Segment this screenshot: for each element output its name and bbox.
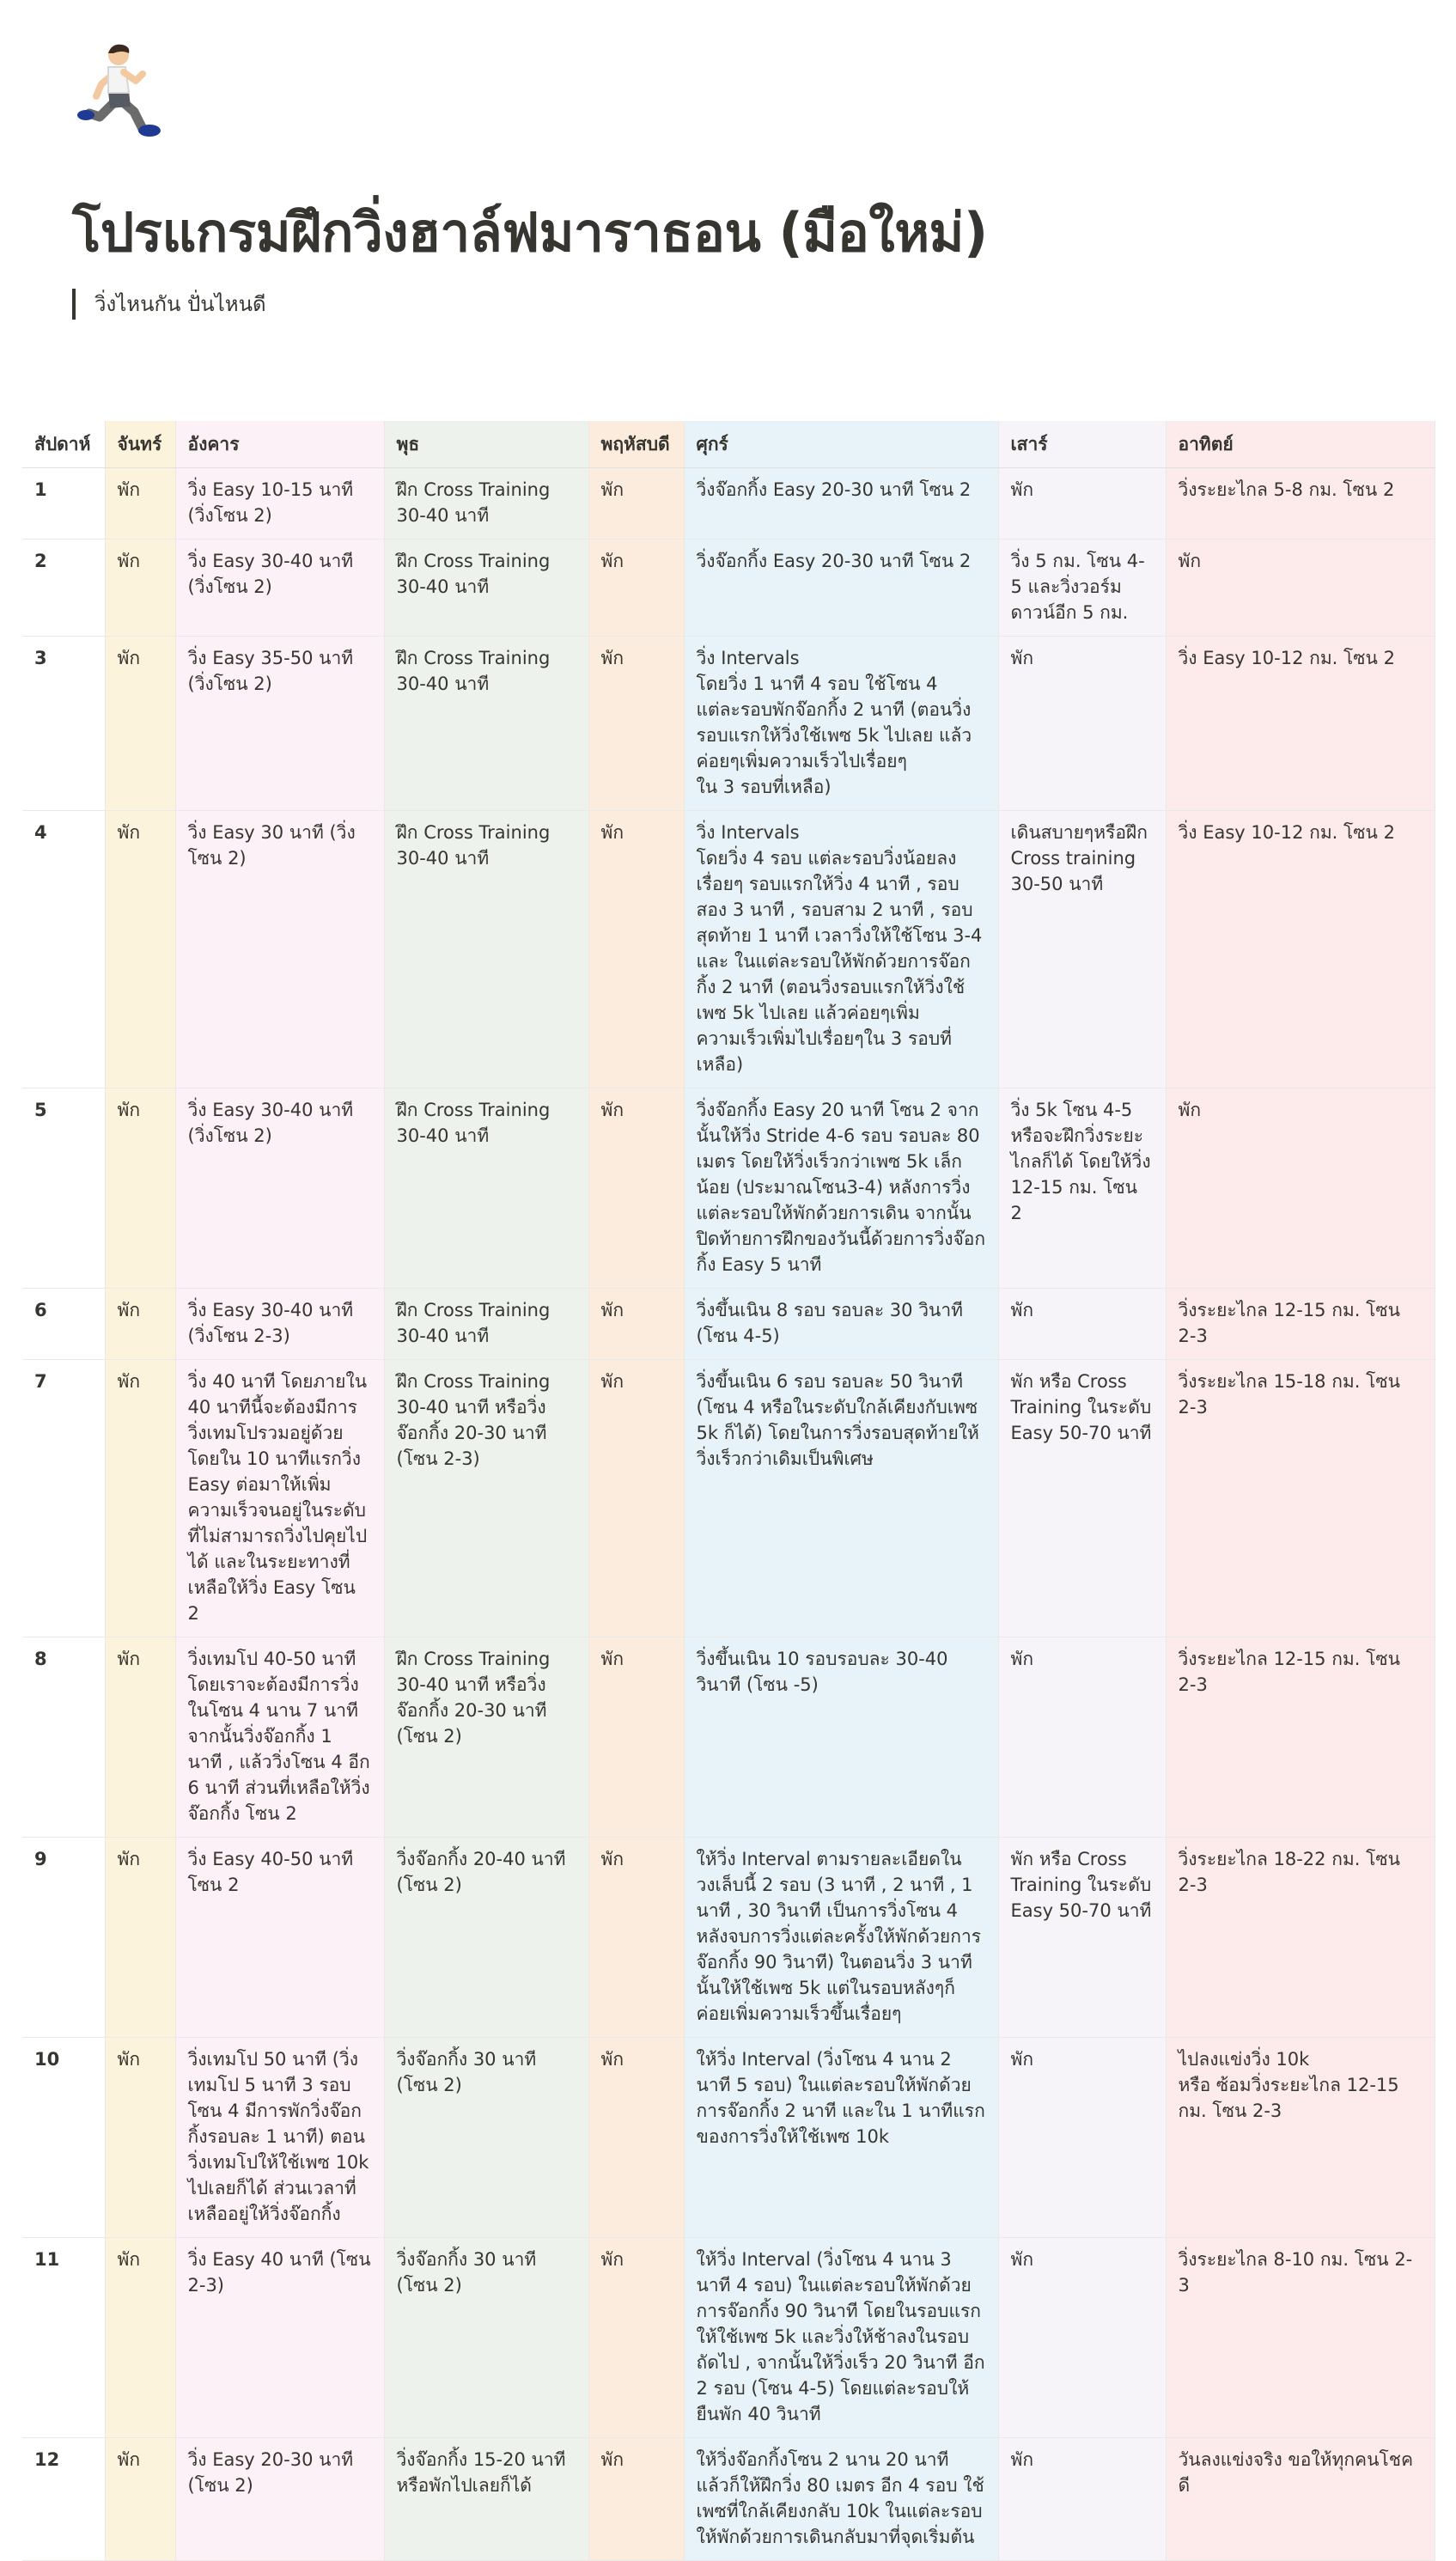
cell-monday[interactable]: พัก bbox=[105, 2238, 175, 2438]
cell-wednesday[interactable]: วิ่งจ๊อกกิ้ง 30 นาที (โซน 2) bbox=[384, 2038, 588, 2238]
cell-thursday[interactable]: พัก bbox=[588, 1838, 684, 2038]
cell-thursday[interactable]: พัก bbox=[588, 2038, 684, 2238]
cell-saturday[interactable]: พัก หรือ Cross Training ในระดับ Easy 50-70 นาที bbox=[998, 1838, 1166, 2038]
cell-wednesday[interactable]: ฝึก Cross Training 30-40 นาที bbox=[384, 1088, 588, 1289]
cell-wednesday[interactable]: ฝึก Cross Training 30-40 นาที bbox=[384, 637, 588, 811]
cell-sunday[interactable]: วันลงแข่งจริง ขอให้ทุกคนโชคดี bbox=[1166, 2438, 1435, 2561]
cell-monday[interactable]: พัก bbox=[105, 468, 175, 540]
cell-friday[interactable]: ให้วิ่ง Interval (วิ่งโซน 4 นาน 2 นาที 5 รอบ) ในแต่ละรอบให้พักด้วยการจ๊อกกิ้ง 2 นาที และใน 1 นาทีแรกของการวิ่งให้ใช้เพซ 10k bbox=[684, 2038, 998, 2238]
cell-week[interactable]: 12 bbox=[22, 2438, 105, 2561]
table-body bbox=[22, 468, 1435, 2561]
cell-monday[interactable]: พัก bbox=[105, 1838, 175, 2038]
cell-tuesday[interactable]: วิ่ง Easy 40 นาที (โซน 2-3) bbox=[175, 2238, 384, 2438]
table-row bbox=[22, 2238, 1435, 2438]
cell-saturday[interactable]: วิ่ง 5k โซน 4-5 หรือจะฝึกวิ่งระยะไกลก็ได้ โดยให้วิ่ง 12-15 กม. โซน 2 bbox=[998, 1088, 1166, 1289]
cell-monday[interactable]: พัก bbox=[105, 1637, 175, 1838]
cell-wednesday[interactable]: ฝึก Cross Training 30-40 นาที bbox=[384, 540, 588, 637]
cell-sunday[interactable]: พัก bbox=[1166, 540, 1435, 637]
cell-sunday[interactable]: ไปลงแข่งวิ่ง 10k หรือ ซ้อมวิ่งระยะไกล 12-15 กม. โซน 2-3 bbox=[1166, 2038, 1435, 2238]
cell-saturday[interactable]: พัก bbox=[998, 1289, 1166, 1360]
table-row bbox=[22, 1289, 1435, 1360]
cell-monday[interactable]: พัก bbox=[105, 540, 175, 637]
cell-thursday[interactable]: พัก bbox=[588, 1289, 684, 1360]
cell-thursday[interactable]: พัก bbox=[588, 2438, 684, 2561]
cell-tuesday[interactable]: วิ่ง 40 นาที โดยภายใน 40 นาทีนี้จะต้องมีการวิ่งเทมโปรวมอยู่ด้วย โดยใน 10 นาทีแรกวิ่ง Easy ต่อมาให้เพิ่มความเร็วจนอยู่ในระดับที่ไม่สามารถวิ่งไปคุยไปได้ และในระยะทางที่เหลือให้วิ่ง Easy โซน 2 bbox=[175, 1360, 384, 1637]
cell-thursday[interactable]: พัก bbox=[588, 540, 684, 637]
cell-week[interactable]: 3 bbox=[22, 637, 105, 811]
cell-wednesday[interactable]: วิ่งจ๊อกกิ้ง 20-40 นาที (โซน 2) bbox=[384, 1838, 588, 2038]
cell-sunday[interactable]: วิ่งระยะไกล 12-15 กม. โซน 2-3 bbox=[1166, 1637, 1435, 1838]
cell-week[interactable]: 6 bbox=[22, 1289, 105, 1360]
table-row bbox=[22, 2438, 1435, 2561]
cell-monday[interactable]: พัก bbox=[105, 811, 175, 1088]
cell-thursday[interactable]: พัก bbox=[588, 811, 684, 1088]
cell-tuesday[interactable]: วิ่ง Easy 20-30 นาที (โซน 2) bbox=[175, 2438, 384, 2561]
cell-tuesday[interactable]: วิ่ง Easy 10-15 นาที (วิ่งโซน 2) bbox=[175, 468, 384, 540]
cell-friday[interactable]: ให้วิ่งจ๊อกกิ้งโซน 2 นาน 20 นาที แล้วก็ให้ฝึกวิ่ง 80 เมตร อีก 4 รอบ ใช้เพซที่ใกล้เคียงกลับ 10k ในแต่ละรอบให้พักด้วยการเดินกลับมาที่จุดเริ่มต้น bbox=[684, 2438, 998, 2561]
cell-sunday[interactable]: วิ่ง Easy 10-12 กม. โซน 2 bbox=[1166, 811, 1435, 1088]
cell-wednesday[interactable]: ฝึก Cross Training 30-40 นาที bbox=[384, 811, 588, 1088]
cell-tuesday[interactable]: วิ่ง Easy 40-50 นาที โซน 2 bbox=[175, 1838, 384, 2038]
page-title: โปรแกรมฝึกวิ่งฮาล์ฟมาราธอน (มือใหม่) bbox=[72, 201, 988, 264]
cell-thursday[interactable]: พัก bbox=[588, 1637, 684, 1838]
cell-sunday[interactable]: วิ่งระยะไกล 8-10 กม. โซน 2-3 bbox=[1166, 2238, 1435, 2438]
cell-friday[interactable]: วิ่ง Intervals โดยวิ่ง 1 นาที 4 รอบ ใช้โซน 4 แต่ละรอบพักจ๊อกกิ้ง 2 นาที (ตอนวิ่งรอบแรกให้วิ่งใช้เพซ 5k ไปเลย แล้วค่อยๆเพิ่มความเร็วไปเรื่อยๆ ใน 3 รอบที่เหลือ) bbox=[684, 637, 998, 811]
cell-sunday[interactable]: วิ่ง Easy 10-12 กม. โซน 2 bbox=[1166, 637, 1435, 811]
cell-week[interactable]: 8 bbox=[22, 1637, 105, 1838]
cell-thursday[interactable]: พัก bbox=[588, 468, 684, 540]
cell-friday[interactable]: ให้วิ่ง Interval (วิ่งโซน 4 นาน 3 นาที 4 รอบ) ในแต่ละรอบให้พักด้วยการจ๊อกกิ้ง 90 วินาที โดยในรอบแรกให้ใช้เพซ 5k และวิ่งให้ช้าลงในรอบถัดไป , จากนั้นให้วิ่งเร็ว 20 วินาที อีก 2 รอบ (โซน 4-5) โดยแต่ละรอบให้ยืนพัก 40 วินาที bbox=[684, 2238, 998, 2438]
table-row bbox=[22, 1088, 1435, 1289]
cell-tuesday[interactable]: วิ่ง Easy 30 นาที (วิ่งโซน 2) bbox=[175, 811, 384, 1088]
cell-monday[interactable]: พัก bbox=[105, 2038, 175, 2238]
table-row bbox=[22, 637, 1435, 811]
header-thursday[interactable]: พฤหัสบดี bbox=[588, 421, 684, 468]
cell-thursday[interactable]: พัก bbox=[588, 1360, 684, 1637]
cell-tuesday[interactable]: วิ่ง Easy 35-50 นาที (วิ่งโซน 2) bbox=[175, 637, 384, 811]
table-row bbox=[22, 540, 1435, 637]
cell-week[interactable]: 4 bbox=[22, 811, 105, 1088]
cell-saturday[interactable]: พัก หรือ Cross Training ในระดับ Easy 50-70 นาที bbox=[998, 1360, 1166, 1637]
cell-wednesday[interactable]: วิ่งจ๊อกกิ้ง 30 นาที (โซน 2) bbox=[384, 2238, 588, 2438]
table-header-row bbox=[22, 421, 1435, 468]
cell-friday[interactable]: วิ่งขึ้นเนิน 8 รอบ รอบละ 30 วินาที (โซน 4-5) bbox=[684, 1289, 998, 1360]
runner-emoji-icon[interactable] bbox=[70, 41, 174, 143]
cell-tuesday[interactable]: วิ่งเทมโป 50 นาที (วิ่งเทมโป 5 นาที 3 รอบ โซน 4 มีการพักวิ่งจ๊อกกิ้งรอบละ 1 นาที) ตอนวิ่งเทมโปให้ใช้เพซ 10k ไปเลยก็ได้ ส่วนเวลาที่เหลืออยู่ให้วิ่งจ๊อกกิ้ง bbox=[175, 2038, 384, 2238]
cell-sunday[interactable]: พัก bbox=[1166, 1088, 1435, 1289]
cell-friday[interactable]: วิ่งขึ้นเนิน 10 รอบรอบละ 30-40 วินาที (โซน -5) bbox=[684, 1637, 998, 1838]
header-week[interactable]: สัปดาห์ bbox=[22, 421, 105, 468]
table-row bbox=[22, 2038, 1435, 2238]
cell-wednesday[interactable]: ฝึก Cross Training 30-40 นาที หรือวิ่งจ๊อกกิ้ง 20-30 นาที (โซน 2-3) bbox=[384, 1360, 588, 1637]
cell-thursday[interactable]: พัก bbox=[588, 2238, 684, 2438]
cell-saturday[interactable]: พัก bbox=[998, 1637, 1166, 1838]
cell-friday[interactable]: วิ่งจ๊อกกิ้ง Easy 20-30 นาที โซน 2 bbox=[684, 540, 998, 637]
cell-thursday[interactable]: พัก bbox=[588, 637, 684, 811]
cell-saturday[interactable]: พัก bbox=[998, 2438, 1166, 2561]
cell-saturday[interactable]: พัก bbox=[998, 637, 1166, 811]
cell-saturday[interactable]: เดินสบายๆหรือฝึก Cross training 30-50 นาที bbox=[998, 811, 1166, 1088]
table-row bbox=[22, 468, 1435, 540]
cell-tuesday[interactable]: วิ่ง Easy 30-40 นาที (วิ่งโซน 2) bbox=[175, 540, 384, 637]
cell-thursday[interactable]: พัก bbox=[588, 1088, 684, 1289]
cell-saturday[interactable]: วิ่ง 5 กม. โซน 4-5 และวิ่งวอร์มดาวน์อีก 5 กม. bbox=[998, 540, 1166, 637]
cell-saturday[interactable]: พัก bbox=[998, 2238, 1166, 2438]
cell-wednesday[interactable]: ฝึก Cross Training 30-40 นาที bbox=[384, 468, 588, 540]
page-quote: วิ่งไหนกัน ปั่นไหนดี bbox=[72, 289, 266, 320]
cell-week[interactable]: 5 bbox=[22, 1088, 105, 1289]
header-friday[interactable]: ศุกร์ bbox=[684, 421, 998, 468]
cell-week[interactable]: 2 bbox=[22, 540, 105, 637]
training-table bbox=[22, 421, 1435, 2561]
cell-week[interactable]: 1 bbox=[22, 468, 105, 540]
cell-week[interactable]: 10 bbox=[22, 2038, 105, 2238]
cell-friday[interactable]: ให้วิ่ง Interval ตามรายละเอียดในวงเล็บนี้ 2 รอบ (3 นาที , 2 นาที , 1 นาที , 30 วินาที เป็นการวิ่งโซน 4 หลังจบการวิ่งแต่ละครั้งให้พักด้วยการจ๊อกกิ้ง 90 วินาที) ในตอนวิ่ง 3 นาทีนั้นให้ใช้เพซ 5k แต่ในรอบหลังๆก็ค่อยเพิ่มความเร็วขึ้นเรื่อยๆ bbox=[684, 1838, 998, 2038]
cell-sunday[interactable]: วิ่งระยะไกล 5-8 กม. โซน 2 bbox=[1166, 468, 1435, 540]
cell-tuesday[interactable]: วิ่งเทมโป 40-50 นาที โดยเราจะต้องมีการวิ่งในโซน 4 นาน 7 นาที จากนั้นวิ่งจ๊อกกิ้ง 1 นาที , แล้ววิ่งโซน 4 อีก 6 นาที ส่วนที่เหลือให้วิ่งจ๊อกกิ้ง โซน 2 bbox=[175, 1637, 384, 1838]
cell-friday[interactable]: วิ่งจ๊อกกิ้ง Easy 20 นาที โซน 2 จากนั้นให้วิ่ง Stride 4-6 รอบ รอบละ 80 เมตร โดยให้วิ่งเร็วกว่าเพซ 5k เล็กน้อย (ประมาณโซน3-4) หลังการวิ่งแต่ละรอบให้พักด้วยการเดิน จากนั้นปิดท้ายการฝึกของวันนี้ด้วยการวิ่งจ๊อกกิ้ง Easy 5 นาที bbox=[684, 1088, 998, 1289]
header-tuesday[interactable]: อังคาร bbox=[175, 421, 384, 468]
cell-monday[interactable]: พัก bbox=[105, 1088, 175, 1289]
training-table-wrapper bbox=[22, 421, 1435, 2561]
table-row bbox=[22, 1360, 1435, 1637]
cell-sunday[interactable]: วิ่งระยะไกล 15-18 กม. โซน 2-3 bbox=[1166, 1360, 1435, 1637]
cell-friday[interactable]: วิ่ง Intervals โดยวิ่ง 4 รอบ แต่ละรอบวิ่งน้อยลงเรื่อยๆ รอบแรกให้วิ่ง 4 นาที , รอบสอง 3 นาที , รอบสาม 2 นาที , รอบสุดท้าย 1 นาที เวลาวิ่งให้ใช้โซน 3-4 และ ในแต่ละรอบให้พักด้วยการจ๊อกกิ้ง 2 นาที (ตอนวิ่งรอบแรกให้วิ่งใช้เพซ 5k ไปเลย แล้วค่อยๆเพิ่มความเร็วเพิ่มไปเรื่อยๆใน 3 รอบที่เหลือ) bbox=[684, 811, 998, 1088]
header-saturday[interactable]: เสาร์ bbox=[998, 421, 1166, 468]
cell-tuesday[interactable]: วิ่ง Easy 30-40 นาที (วิ่งโซน 2) bbox=[175, 1088, 384, 1289]
cell-monday[interactable]: พัก bbox=[105, 1360, 175, 1637]
cell-friday[interactable]: วิ่งขึ้นเนิน 6 รอบ รอบละ 50 วินาที (โซน 4 หรือในระดับใกล้เคียงกับเพซ 5k ก็ได้) โดยในการวิ่งรอบสุดท้ายให้วิ่งเร็วกว่าเดิมเป็นพิเศษ bbox=[684, 1360, 998, 1637]
cell-wednesday[interactable]: ฝึก Cross Training 30-40 นาที bbox=[384, 1289, 588, 1360]
cell-monday[interactable]: พัก bbox=[105, 637, 175, 811]
cell-week[interactable]: 11 bbox=[22, 2238, 105, 2438]
header-sunday[interactable]: อาทิตย์ bbox=[1166, 421, 1435, 468]
cell-friday[interactable]: วิ่งจ๊อกกิ้ง Easy 20-30 นาที โซน 2 bbox=[684, 468, 998, 540]
table-row bbox=[22, 811, 1435, 1088]
header-monday[interactable]: จันทร์ bbox=[105, 421, 175, 468]
cell-sunday[interactable]: วิ่งระยะไกล 12-15 กม. โซน 2-3 bbox=[1166, 1289, 1435, 1360]
table-row bbox=[22, 1838, 1435, 2038]
cell-monday[interactable]: พัก bbox=[105, 2438, 175, 2561]
cell-sunday[interactable]: วิ่งระยะไกล 18-22 กม. โซน 2-3 bbox=[1166, 1838, 1435, 2038]
header-wednesday[interactable]: พุธ bbox=[384, 421, 588, 468]
cell-saturday[interactable]: พัก bbox=[998, 2038, 1166, 2238]
cell-week[interactable]: 7 bbox=[22, 1360, 105, 1637]
cell-monday[interactable]: พัก bbox=[105, 1289, 175, 1360]
cell-saturday[interactable]: พัก bbox=[998, 468, 1166, 540]
cell-wednesday[interactable]: ฝึก Cross Training 30-40 นาที หรือวิ่งจ๊อกกิ้ง 20-30 นาที (โซน 2) bbox=[384, 1637, 588, 1838]
cell-tuesday[interactable]: วิ่ง Easy 30-40 นาที (วิ่งโซน 2-3) bbox=[175, 1289, 384, 1360]
cell-wednesday[interactable]: วิ่งจ๊อกกิ้ง 15-20 นาที หรือพักไปเลยก็ได้ bbox=[384, 2438, 588, 2561]
table-row bbox=[22, 1637, 1435, 1838]
cell-week[interactable]: 9 bbox=[22, 1838, 105, 2038]
